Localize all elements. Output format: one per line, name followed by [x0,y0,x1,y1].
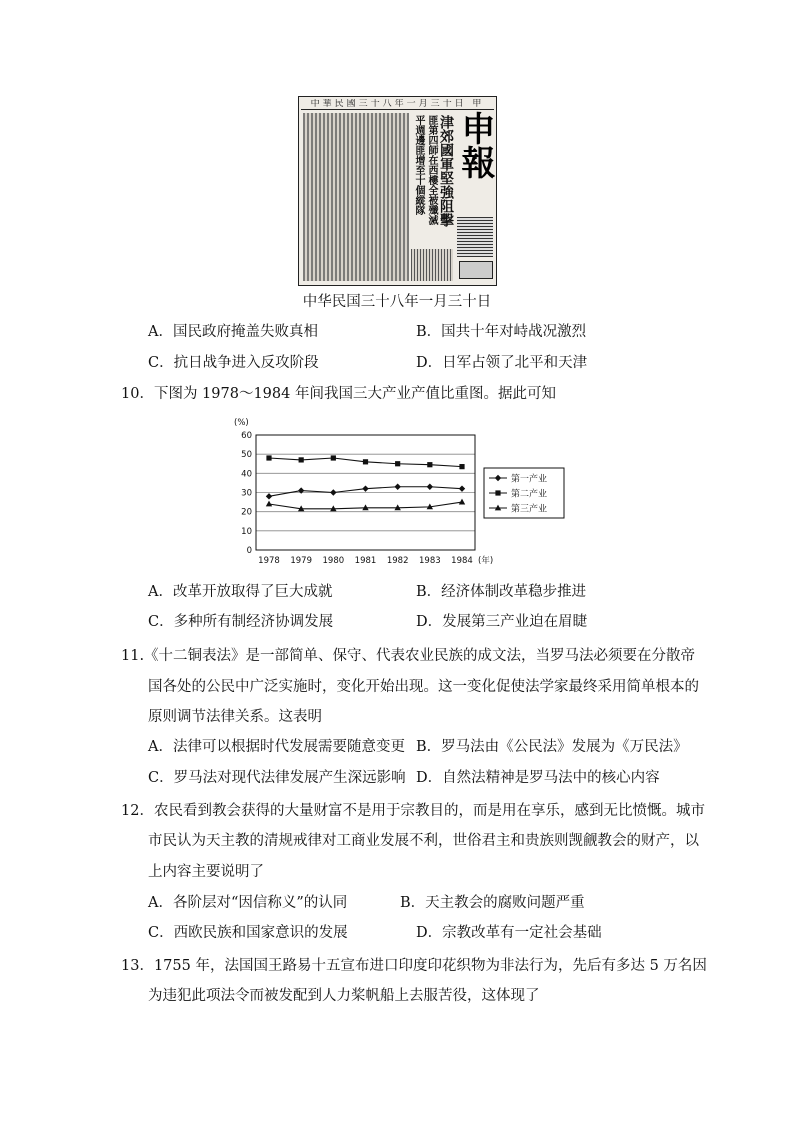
data-point [266,493,272,499]
newspaper-text-block [303,113,409,281]
y-tick-label: 0 [246,546,252,556]
y-tick-label: 50 [241,450,252,461]
q10-option-b: B．经济体制改革稳步推进 [416,584,587,600]
q11-option-b: B．罗马法由《公民法》发展为《万民法》 [416,739,688,755]
industry-share-chart [232,416,570,568]
newspaper-stamp [459,261,493,279]
newspaper-headline: 津郊國軍堅強阻擊 [438,115,454,227]
q10-stem: 10．下图为 1978～1984 年间我国三大产业产值比重图。据此可知 [121,386,556,402]
q13-stem-line-2: 为违犯此项法令而被发配到人力桨帆船上去服苦役，这体现了 [148,988,540,1004]
data-point [266,455,271,460]
q9-option-a: A．国民政府掩盖失败真相 [148,324,318,340]
q12-option-a: A．各阶层对“因信称义”的认同 [148,895,348,911]
newspaper-headline-group [411,115,453,245]
chart-svg [232,416,570,568]
x-tick-label: 1981 [354,556,377,566]
q11-option-c: C．罗马法对现代法律发展产生深远影响 [148,770,406,786]
data-point [362,485,368,491]
data-point [395,461,400,466]
newspaper-masthead: 申報 [455,111,495,179]
q11-stem-line-2: 国各处的公民中广泛实施时，变化开始出现。这一变化促使法学家最终采用简单根本的 [148,679,699,695]
x-tick-label: 1979 [290,556,312,566]
newspaper-small-column [411,249,453,281]
y-tick-label: 20 [241,507,252,518]
y-axis-label: (%) [234,418,249,428]
newspaper-date-line: 中華民國三十八年一月三十日 甲 [301,99,494,110]
q9-option-d: D．日军占领了北平和天津 [416,355,588,371]
q10-option-d: D．发展第三产业迫在眉睫 [416,614,588,630]
q9-option-c: C．抗日战争进入反攻阶段 [148,355,319,371]
legend-label: 第二产业 [511,489,548,500]
newspaper-subhead-1: 匪第四師在西樓全被殲滅 [426,115,437,225]
x-tick-label: 1982 [386,556,409,566]
x-tick-label: 1978 [258,556,280,566]
x-axis-label: (年) [478,556,494,566]
data-point [394,484,400,490]
data-point [330,489,336,495]
q12-option-c: C．西欧民族和国家意识的发展 [148,925,348,941]
q12-option-d: D．宗教改革有一定社会基础 [416,925,602,941]
newspaper-info-box [457,217,493,257]
legend-label: 第三产业 [511,504,548,515]
q11-option-d: D．自然法精神是罗马法中的核心内容 [416,770,660,786]
q11-stem-line-3: 原则调节法律关系。这表明 [148,709,322,725]
data-point [363,459,368,464]
q12-stem-line-3: 上内容主要说明了 [148,864,264,880]
data-point [495,490,500,495]
data-point [459,499,465,505]
q12-stem-line-2: 市民认为天主教的清规戒律对工商业发展不利，世俗君主和贵族则觊觎教会的财产，以 [148,833,699,849]
newspaper-subhead-2: 平週邊匪增至十個縱隊 [413,115,424,215]
y-tick-label: 10 [241,526,252,537]
q10-option-a: A．改革开放取得了巨大成就 [148,584,333,600]
data-point [459,464,464,469]
q12-option-b: B．天主教会的腐败问题严重 [400,895,585,911]
data-point [331,455,336,460]
data-point [427,462,432,467]
data-point [459,485,465,491]
q9-option-b: B．国共十年对峙战况激烈 [416,324,587,340]
newspaper-caption: 中华民国三十八年一月三十日 [302,294,492,310]
y-tick-label: 60 [241,431,252,441]
data-point [299,457,304,462]
x-tick-label: 1984 [451,556,473,566]
q13-stem-line-1: 13．1755 年，法国国王路易十五宣布进口印度印花织物为非法行为，先后有多达 5 万名因 [121,958,707,974]
data-point [266,501,272,507]
newspaper-image [298,96,497,286]
x-tick-label: 1983 [419,556,441,566]
q11-stem-line-1: 11.《十二铜表法》是一部简单、保守、代表农业民族的成文法，当罗马法必须要在分散帝 [121,648,696,664]
q11-option-a: A．法律可以根据时代发展需要随意变更 [148,739,405,755]
y-tick-label: 40 [241,469,252,480]
data-point [427,484,433,490]
q12-stem-line-1: 12．农民看到教会获得的大量财富不是用于宗教目的，而是用在享乐，感到无比愤慨。城市 [121,803,705,819]
legend-label: 第一产业 [511,474,548,485]
x-tick-label: 1980 [322,556,345,566]
y-tick-label: 30 [241,488,252,499]
q10-option-c: C．多种所有制经济协调发展 [148,614,334,630]
